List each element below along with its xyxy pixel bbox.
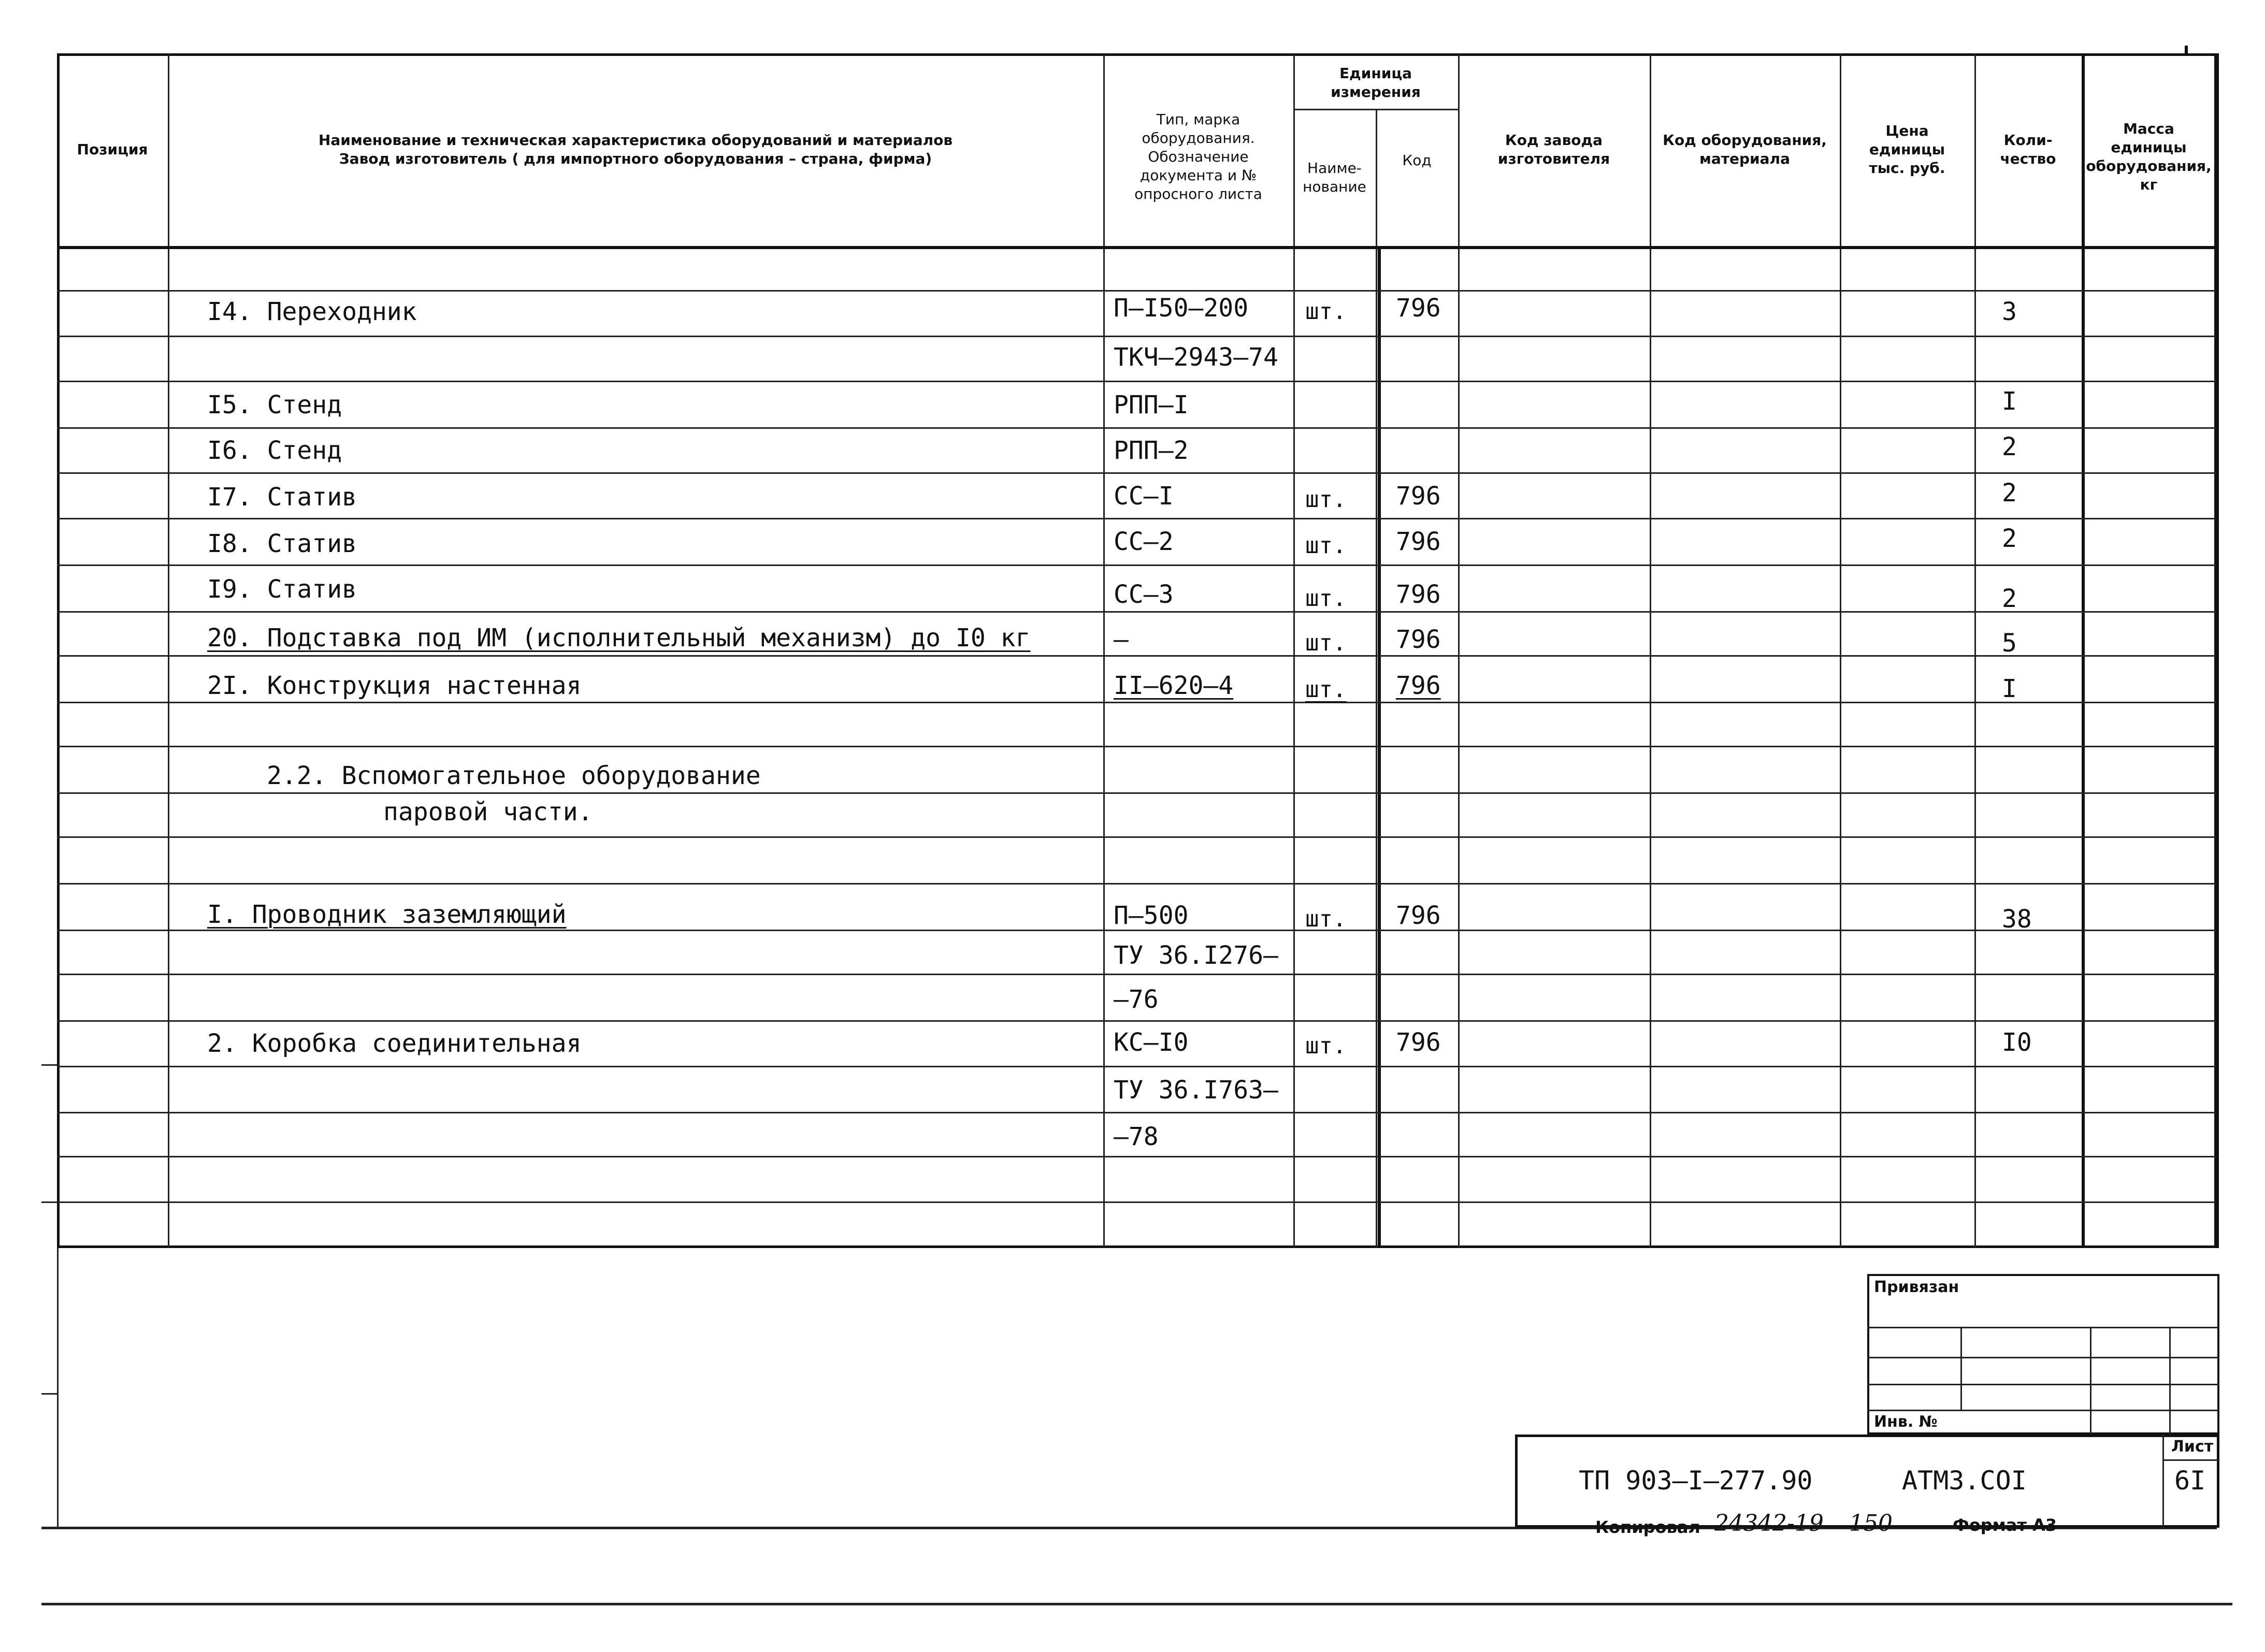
left-tick	[41, 1201, 57, 1203]
stamp-line	[1867, 1357, 2219, 1358]
row-name: I9. Статив	[207, 575, 357, 604]
row-line	[57, 974, 2217, 975]
row-qty: 38	[2002, 905, 2032, 934]
row-line	[57, 564, 2217, 566]
row-name: 2. Коробка соединительная	[207, 1029, 582, 1058]
row-qty: 3	[2002, 297, 2017, 326]
row-line	[57, 290, 2217, 292]
row-line	[57, 1201, 2217, 1203]
row-code: 796	[1396, 1028, 1441, 1057]
left-tick	[41, 1393, 57, 1395]
header-name: Наименование и техническая характеристика оборудований и материалов Завод изготовитель ( для импортного оборудования – страна, фирма)	[318, 132, 953, 167]
sheet-number: 6I	[2174, 1466, 2206, 1496]
row-code: 796	[1396, 294, 1441, 323]
row-type: ТКЧ–2943–74	[1114, 343, 1278, 372]
row-unit: шт.	[1305, 298, 1347, 325]
doc-mark: АТМ3.СОI	[1902, 1466, 2027, 1496]
row-line	[57, 1020, 2217, 1022]
row-type: П–500	[1114, 901, 1189, 930]
row-unit: шт.	[1305, 906, 1347, 932]
row-type: –78	[1114, 1122, 1159, 1151]
row-unit: шт.	[1305, 1033, 1347, 1059]
row-name: I5. Стенд	[207, 390, 342, 419]
row-qty: I0	[2002, 1028, 2032, 1057]
row-line	[57, 611, 2217, 613]
copied-label: Копировал	[1595, 1517, 1700, 1537]
col-line	[1378, 249, 1381, 1248]
row-line	[57, 381, 2217, 382]
row-unit: шт.	[1305, 676, 1347, 703]
row-line	[57, 702, 2217, 703]
row-type: –	[1114, 625, 1129, 654]
row-type: II–620–4	[1114, 671, 1234, 700]
stamp-line	[1867, 1384, 2219, 1385]
section-heading-line2: паровой части.	[383, 798, 593, 827]
copy-number: 24342-19	[1714, 1510, 1824, 1537]
left-tick	[41, 1064, 57, 1066]
row-name: I7. Статив	[207, 483, 357, 512]
corner-mark	[2185, 46, 2188, 56]
row-qty: 5	[2002, 629, 2017, 658]
row-qty: 2	[2002, 584, 2017, 613]
copy-number-2: 150	[1849, 1510, 1893, 1537]
stamp-line	[1867, 1327, 2219, 1328]
stamp-line	[1867, 1410, 2219, 1411]
row-type: СС–I	[1114, 482, 1174, 511]
row-unit: шт.	[1305, 630, 1347, 656]
row-code: 796	[1396, 580, 1441, 609]
row-line	[57, 336, 2217, 337]
header-mass: Масса единицы оборудования, кг	[2086, 120, 2212, 193]
header-bottom-line	[57, 246, 2217, 249]
format-label: Формат А3	[1953, 1515, 2057, 1535]
row-code: 796	[1396, 482, 1441, 511]
row-line	[57, 836, 2217, 838]
row-line	[57, 1066, 2217, 1067]
row-type: П–I50–200	[1114, 294, 1249, 323]
row-code: 796	[1396, 671, 1441, 700]
row-type: СС–2	[1114, 527, 1174, 556]
row-name: 20. Подставка под ИМ (исполнительный механизм) до I0 кг	[207, 624, 1031, 653]
page-left-border	[57, 1248, 59, 1528]
header-price: Цена единицы тыс. руб.	[1869, 122, 1945, 177]
row-type: СС–3	[1114, 580, 1174, 609]
row-line	[57, 792, 2217, 794]
col-line	[2216, 53, 2219, 1248]
row-type: РПП–I	[1114, 390, 1189, 419]
row-type: ТУ 36.I276–	[1114, 941, 1278, 970]
header-unit-code: Код	[1402, 152, 1432, 169]
row-code: 796	[1396, 625, 1441, 654]
stamp-col	[2090, 1327, 2091, 1434]
row-name: I6. Стенд	[207, 436, 342, 465]
row-qty: I	[2002, 387, 2017, 416]
row-type: ТУ 36.I763–	[1114, 1076, 1278, 1105]
row-name: I. Проводник заземляющий	[207, 900, 567, 929]
row-line	[57, 746, 2217, 747]
row-line	[57, 518, 2217, 519]
row-line	[57, 1156, 2217, 1157]
row-unit: шт.	[1305, 486, 1347, 513]
header-unit: Единица измерения	[1331, 65, 1421, 100]
row-qty: I	[2002, 674, 2017, 703]
title-line	[2162, 1459, 2219, 1461]
sheet-label: Лист	[2171, 1438, 2214, 1456]
title-col	[2162, 1434, 2164, 1528]
row-type: РПП–2	[1114, 436, 1189, 465]
row-type: КС–I0	[1114, 1028, 1189, 1057]
header-equipment-code: Код оборудования, материала	[1663, 132, 1827, 167]
row-code: 796	[1396, 901, 1441, 930]
header-position: Позиция	[77, 141, 148, 158]
row-name: 2I. Конструкция настенная	[207, 671, 582, 700]
inv-label: Инв. №	[1874, 1413, 1938, 1431]
header-quantity: Коли- чество	[2000, 132, 2056, 167]
row-qty: 2	[2002, 524, 2017, 553]
row-name: I8. Статив	[207, 529, 357, 558]
row-qty: 2	[2002, 432, 2017, 461]
row-name: I4. Переходник	[207, 297, 417, 326]
doc-code: ТП 903–I–277.90	[1579, 1466, 1813, 1496]
stamp-col	[1960, 1327, 1962, 1410]
row-line	[57, 883, 2217, 885]
section-heading: 2.2. Вспомогательное оборудование	[267, 761, 761, 790]
sheet-edge-line	[41, 1603, 2232, 1605]
bound-label: Привязан	[1874, 1278, 1959, 1296]
row-type: –76	[1114, 985, 1159, 1014]
row-unit: шт.	[1305, 585, 1347, 612]
row-qty: 2	[2002, 479, 2017, 508]
header-type: Тип, марка оборудования. Обозначение документа и № опросного листа	[1134, 110, 1262, 202]
stamp-col	[2169, 1327, 2171, 1434]
header-unit-name: Наиме- нование	[1303, 159, 1366, 195]
row-line	[57, 1112, 2217, 1113]
header-factory-code: Код завода изготовителя	[1497, 132, 1610, 167]
row-line	[57, 427, 2217, 429]
row-line	[57, 472, 2217, 474]
row-code: 796	[1396, 527, 1441, 556]
col-line	[1376, 109, 1377, 1248]
row-unit: шт.	[1305, 532, 1347, 559]
row-line	[57, 655, 2217, 657]
